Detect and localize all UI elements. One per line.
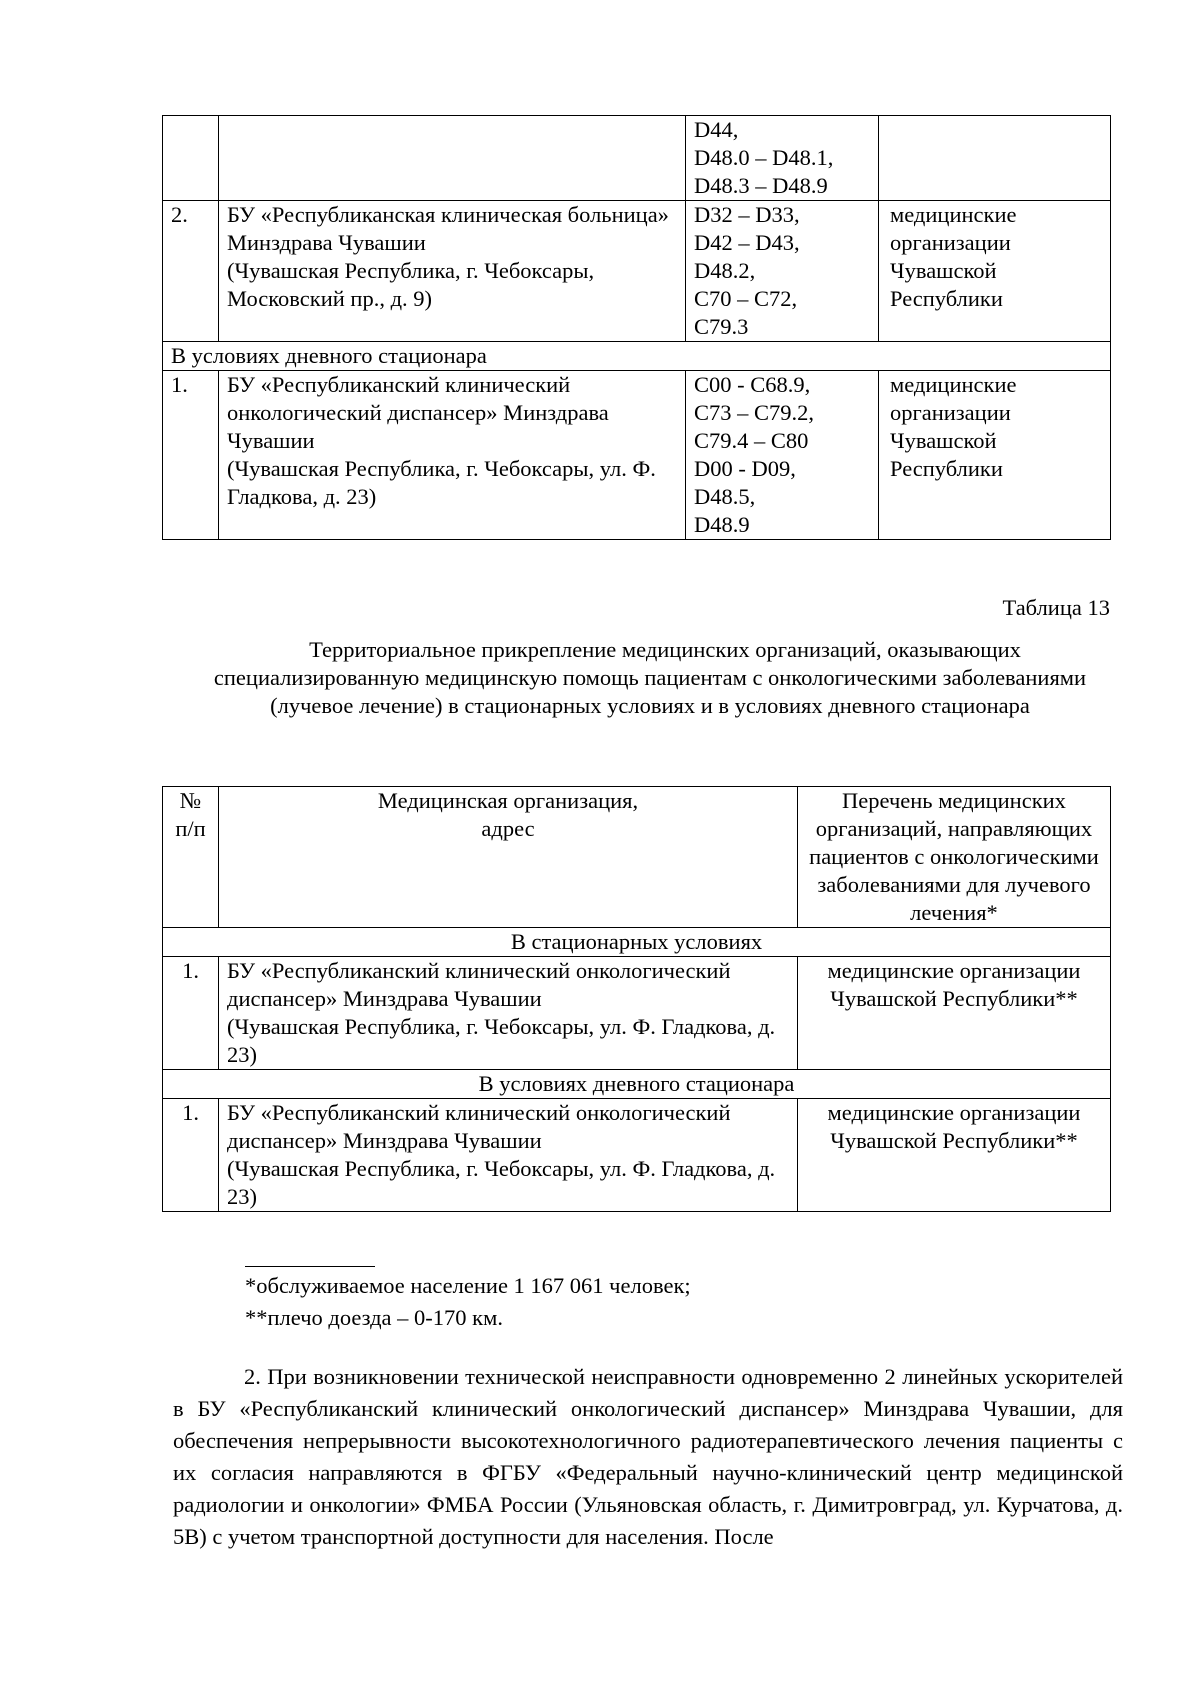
table-13	[162, 786, 1111, 1212]
org-address: БУ «Республиканский клинический онкологический диспансер» Минздрава Чувашии (Чувашская Республика, г. Чебоксары, ул. Ф. Гладкова, д. 23)	[219, 957, 798, 1070]
referring-orgs	[879, 116, 1111, 201]
org-address: БУ «Республиканский клинический онкологический диспансер» Минздрава Чувашии (Чувашская Республика, г. Чебоксары, ул. Ф. Гладкова, д. 23)	[219, 1099, 798, 1212]
row-number: 1.	[163, 957, 219, 1070]
header-number: № п/п	[163, 787, 219, 928]
org-address	[219, 116, 686, 201]
table-row	[163, 1099, 1111, 1212]
table-row	[163, 371, 1111, 540]
row-number: 1.	[163, 1099, 219, 1212]
footnote-2: **плечо доезда – 0-170 км.	[245, 1305, 503, 1330]
section-heading: В стационарных условиях	[163, 928, 1111, 957]
icd-codes: D44, D48.0 – D48.1, D48.3 – D48.9	[686, 116, 879, 201]
header-organization: Медицинская организация, адрес	[219, 787, 798, 928]
body-paragraph: 2. При возникновении технической неисправности одновременно 2 линейных ускорителей в БУ «Республиканский клинический онкологический диспансер» Минздрава Чувашии, для обеспечения непрерывности высокотехнологичного радиотерапевтического лечения пациенты с их согласия направляются в ФГБУ «Федеральный научно-клинический центр медицинской радиологии и онкологии» ФМБА России (Ульяновская область, г. Димитровград, ул. Курчатова, д. 5В) с учетом транспортной доступности для населения. После	[173, 1364, 1123, 1549]
table-title-line1: Территориальное прикрепление медицинских организаций, оказывающих	[309, 637, 1021, 662]
referring-orgs: медицинские организации Чувашской Республики	[879, 201, 1111, 342]
section-row	[163, 1070, 1111, 1099]
footnote-separator	[245, 1266, 375, 1267]
referring-orgs: медицинские организации Чувашской Республики	[879, 371, 1111, 540]
footnote-1: *обслуживаемое население 1 167 061 человек;	[245, 1273, 691, 1298]
referring-orgs: медицинские организации Чувашской Республики**	[798, 957, 1111, 1070]
section-row	[163, 928, 1111, 957]
row-number: 2.	[163, 201, 219, 342]
org-address: БУ «Республиканская клиническая больница» Минздрава Чувашии (Чувашская Республика, г. Чебоксары, Московский пр., д. 9)	[219, 201, 686, 342]
table-title	[170, 636, 1130, 720]
table-row	[163, 957, 1111, 1070]
header-referring-orgs: Перечень медицинских организаций, направляющих пациентов с онкологическими заболеваниями для лучевого лечения*	[798, 787, 1111, 928]
section-row	[163, 342, 1111, 371]
header-row	[163, 787, 1111, 928]
row-number	[163, 116, 219, 201]
icd-codes: C00 - C68.9, C73 – C79.2, C79.4 – C80 D00 - D09, D48.5, D48.9	[686, 371, 879, 540]
table-row	[163, 116, 1111, 201]
section-heading: В условиях дневного стационара	[163, 342, 1111, 371]
referring-orgs: медицинские организации Чувашской Республики**	[798, 1099, 1111, 1212]
table-caption: Таблица 13	[1002, 595, 1110, 620]
medical-org-table-continuation	[162, 115, 1111, 540]
table-row	[163, 201, 1111, 342]
table-title-rest: специализированную медицинскую помощь пациентам с онкологическими заболеваниями (лучевое лечение) в стационарных условиях и в условиях дневного стационара	[213, 665, 1087, 718]
org-address: БУ «Республиканский клинический онкологический диспансер» Минздрава Чувашии (Чувашская Республика, г. Чебоксары, ул. Ф. Гладкова, д. 23)	[219, 371, 686, 540]
row-number: 1.	[163, 371, 219, 540]
section-heading: В условиях дневного стационара	[163, 1070, 1111, 1099]
icd-codes: D32 – D33, D42 – D43, D48.2, C70 – C72, C79.3	[686, 201, 879, 342]
